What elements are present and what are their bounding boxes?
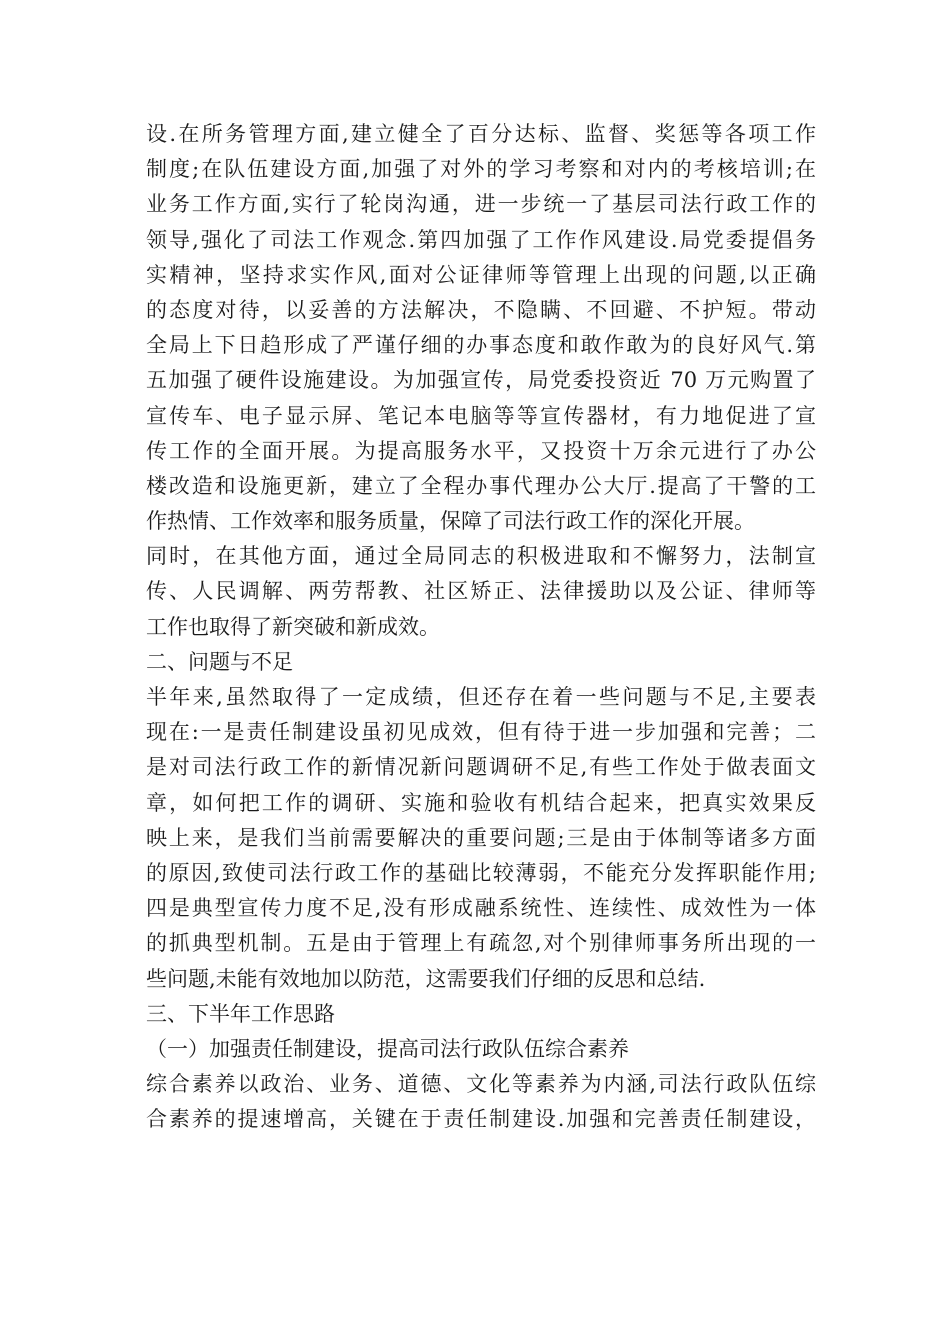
text-line: 合素养的提速增高，关键在于责任制建设.加强和完善责任制建设， [146, 1107, 816, 1132]
text-line: 的原因,致使司法行政工作的基础比较薄弱，不能充分发挥职能作用; [146, 860, 816, 885]
text-line: 楼改造和设施更新，建立了全程办事代理办公大厅.提高了干警的工 [146, 473, 816, 498]
text-line: 的态度对待，以妥善的方法解决，不隐瞒、不回避、不护短。带动 [146, 297, 816, 322]
text-line: 三、下半年工作思路 [146, 1001, 335, 1026]
text-line: 四是典型宣传力度不足,没有形成融系统性、连续性、成效性为一体 [146, 896, 816, 921]
text-line: 现在:一是责任制建设虽初见成效，但有待于进一步加强和完善；二 [146, 720, 816, 745]
text-line: 业务工作方面,实行了轮岗沟通，进一步统一了基层司法行政工作的 [146, 192, 816, 217]
text-line: 实精神，坚持求实作风,面对公证律师等管理上出现的问题,以正确 [146, 262, 816, 287]
text-line: 传、人民调解、两劳帮教、社区矫正、法律援助以及公证、律师等 [146, 579, 816, 604]
text-line: （一）加强责任制建设，提高司法行政队伍综合素养 [146, 1036, 629, 1061]
text-line: 同时，在其他方面，通过全局同志的积极进取和不懈努力，法制宣 [146, 544, 816, 569]
text-line: 全局上下日趋形成了严谨仔细的办事态度和敢作敢为的良好风气.第 [146, 333, 816, 358]
text-line: 二、问题与不足 [146, 649, 293, 674]
text-line: 作热情、工作效率和服务质量，保障了司法行政工作的深化开展。 [146, 509, 755, 534]
text-line: 是对司法行政工作的新情况新问题调研不足,有些工作处于做表面文 [146, 755, 816, 780]
text-line: 制度;在队伍建设方面,加强了对外的学习考察和对内的考核培训;在 [146, 157, 816, 182]
text-line: 宣传车、电子显示屏、笔记本电脑等等宣传器材，有力地促进了宣 [146, 403, 816, 428]
text-line: 章，如何把工作的调研、实施和验收有机结合起来，把真实效果反 [146, 790, 816, 815]
text-line: 设.在所务管理方面,建立健全了百分达标、监督、奖惩等各项工作 [146, 122, 816, 146]
text-line: 领导,强化了司法工作观念.第四加强了工作作风建设.局党委提倡务 [146, 227, 816, 252]
text-line: 工作也取得了新突破和新成效。 [146, 614, 440, 639]
text-line: 五加强了硬件设施建设。为加强宣传，局党委投资近 70 万元购置了 [146, 368, 816, 393]
text-line: 映上来，是我们当前需要解决的重要问题;三是由于体制等诸多方面 [146, 825, 816, 850]
text-line: 传工作的全面开展。为提高服务水平，又投资十万余元进行了办公 [146, 438, 816, 463]
text-line: 综合素养以政治、业务、道德、文化等素养为内涵,司法行政队伍综 [146, 1072, 816, 1097]
text-line: 的抓典型机制。五是由于管理上有疏忽,对个别律师事务所出现的一 [146, 931, 816, 956]
document-body [146, 117, 816, 1137]
text-line: 些问题,未能有效地加以防范，这需要我们仔细的反思和总结. [146, 966, 706, 991]
text-line: 半年来,虽然取得了一定成绩，但还存在着一些问题与不足,主要表 [146, 685, 816, 709]
